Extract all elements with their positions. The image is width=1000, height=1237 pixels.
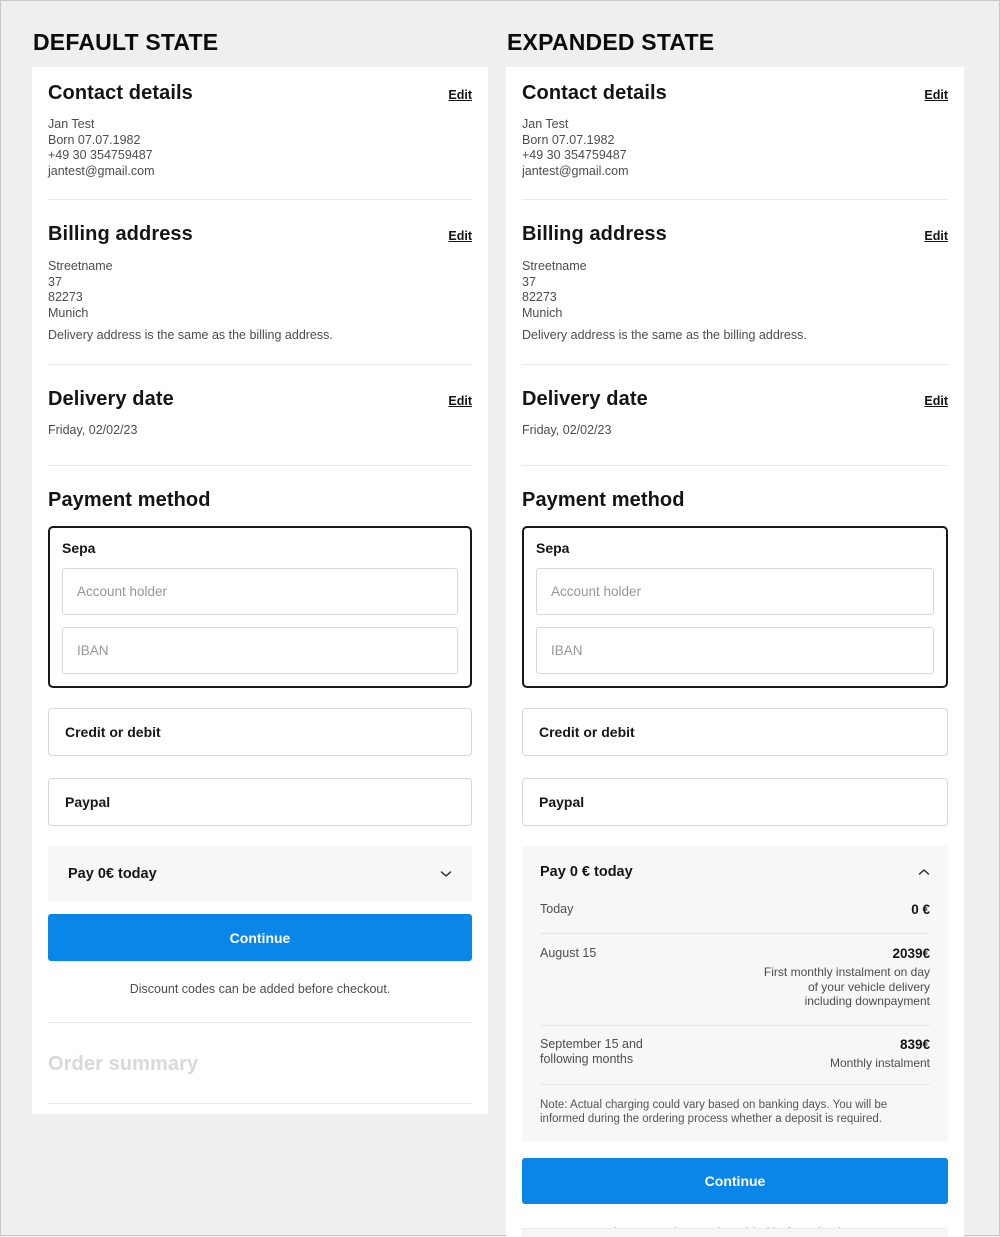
continue-button[interactable]: Continue xyxy=(48,914,472,961)
schedule-row-label: August 15 xyxy=(540,946,597,960)
payment-option-sepa[interactable] xyxy=(522,526,948,688)
continue-button[interactable]: Continue xyxy=(522,1158,948,1204)
payment-option-sepa[interactable] xyxy=(48,526,472,688)
delivery-date-header xyxy=(48,389,472,410)
edit-delivery-link[interactable]: Edit xyxy=(448,393,472,408)
billing-city: Munich xyxy=(522,305,563,320)
iban-input[interactable] xyxy=(536,627,934,674)
schedule-row-label: September 15 and following months xyxy=(540,1036,643,1066)
payment-option-paypal[interactable] xyxy=(48,778,472,826)
divider xyxy=(48,465,472,466)
schedule-row-value: 839€ xyxy=(899,1036,930,1052)
edit-billing-link[interactable]: Edit xyxy=(448,229,472,243)
payment-option-credit[interactable] xyxy=(48,708,472,756)
billing-street: Streetname xyxy=(522,259,587,273)
two-state-layout xyxy=(1,1,999,1237)
discount-note: Discount codes can be added before checkout. xyxy=(129,982,391,996)
payment-option-credit[interactable] xyxy=(522,708,948,756)
contact-name: Jan Test xyxy=(48,117,95,131)
contact-details-title: Contact details xyxy=(48,82,193,104)
expanded-state-column xyxy=(506,29,964,1237)
sepa-option-label: Sepa xyxy=(536,540,570,556)
billing-address-lines xyxy=(522,259,948,321)
edit-delivery-link[interactable]: Edit xyxy=(924,393,948,408)
contact-birthdate: Born 07.07.1982 xyxy=(522,132,615,147)
billing-number: 37 xyxy=(522,274,536,289)
sepa-option-label: Sepa xyxy=(62,540,96,556)
billing-address-header xyxy=(522,224,948,245)
payment-schedule-toggle[interactable] xyxy=(48,846,472,902)
divider xyxy=(48,199,472,200)
divider xyxy=(522,364,948,365)
schedule-row-value: 2039€ xyxy=(892,946,930,961)
credit-option-label: Credit or debit xyxy=(539,724,635,740)
delivery-date-title: Delivery date xyxy=(48,387,174,410)
billing-street: Streetname xyxy=(48,259,113,273)
schedule-row-desc: First monthly instalment on day of your vehicle delivery including downpayment xyxy=(763,965,930,1008)
iban-input[interactable] xyxy=(62,627,458,674)
schedule-row-detail xyxy=(764,946,930,1009)
contact-details-header xyxy=(522,83,948,104)
divider xyxy=(540,1025,930,1026)
billing-address-lines xyxy=(48,259,472,321)
delivery-date-header xyxy=(522,389,948,410)
billing-address-title: Billing address xyxy=(522,223,667,245)
billing-number: 37 xyxy=(48,274,62,289)
payment-method-title: Payment method xyxy=(48,489,211,511)
divider xyxy=(48,364,472,365)
schedule-row-detail xyxy=(830,1037,930,1071)
contact-email: jantest@gmail.com xyxy=(522,163,629,178)
payment-method-title: Payment method xyxy=(522,489,685,511)
billing-city: Munich xyxy=(48,305,89,320)
delivery-same-note: Delivery address is the same as the billing address. xyxy=(522,328,807,342)
edit-contact-link[interactable]: Edit xyxy=(924,88,948,102)
divider xyxy=(522,465,948,466)
order-summary-title: Order summary xyxy=(48,1053,199,1075)
paypal-option-label: Paypal xyxy=(65,794,111,810)
contact-birthdate: Born 07.07.1982 xyxy=(48,132,141,147)
divider xyxy=(48,1103,472,1104)
contact-phone: +49 30 354759487 xyxy=(48,148,153,162)
divider xyxy=(522,199,948,200)
delivery-date-value: Friday, 02/02/23 xyxy=(522,422,612,437)
payment-schedule-panel xyxy=(522,846,948,1142)
contact-details-header xyxy=(48,83,472,104)
edit-contact-link[interactable]: Edit xyxy=(448,88,472,102)
billing-zip: 82273 xyxy=(522,290,557,304)
checkout-card-expanded xyxy=(506,67,964,1237)
delivery-date-value: Friday, 02/02/23 xyxy=(48,422,138,437)
edit-billing-link[interactable]: Edit xyxy=(924,229,948,243)
divider xyxy=(540,933,930,934)
delivery-same-note: Delivery address is the same as the billing address. xyxy=(48,328,333,342)
contact-details-lines xyxy=(48,117,472,179)
billing-address-title: Billing address xyxy=(48,223,193,245)
divider xyxy=(540,1084,930,1085)
schedule-row-label: Today xyxy=(540,902,574,916)
contact-details-lines xyxy=(522,117,948,179)
pay-today-label: Pay 0 € today xyxy=(540,864,633,880)
schedule-row-value: 0 € xyxy=(911,902,930,917)
schedule-row-september xyxy=(540,1037,930,1071)
contact-email: jantest@gmail.com xyxy=(48,163,155,178)
schedule-note: Note: Actual charging could vary based on banking days. You will be informed during the ordering process whether a deposit is required. xyxy=(540,1099,888,1125)
delivery-date-title: Delivery date xyxy=(522,387,648,410)
contact-details-title: Contact details xyxy=(522,82,667,104)
contact-name: Jan Test xyxy=(522,117,569,131)
schedule-row-august xyxy=(540,946,930,1009)
paypal-option-label: Paypal xyxy=(539,794,585,810)
chevron-down-icon xyxy=(440,870,452,878)
pay-today-label: Pay 0€ today xyxy=(68,866,157,882)
divider xyxy=(48,1022,472,1023)
default-state-column xyxy=(32,29,488,1237)
credit-option-label: Credit or debit xyxy=(65,724,161,740)
billing-address-header xyxy=(48,224,472,245)
account-holder-input[interactable] xyxy=(62,568,458,615)
chevron-up-icon xyxy=(918,868,930,876)
schedule-row-today xyxy=(540,902,930,918)
payment-option-paypal[interactable] xyxy=(522,778,948,826)
state-title-default: DEFAULT STATE xyxy=(33,29,219,55)
contact-phone: +49 30 354759487 xyxy=(522,148,627,162)
schedule-row-desc: Monthly instalment xyxy=(829,1055,930,1070)
state-title-expanded: EXPANDED STATE xyxy=(507,29,715,55)
checkout-card-default xyxy=(32,67,488,1114)
payment-schedule-toggle[interactable] xyxy=(540,864,930,880)
billing-zip: 82273 xyxy=(48,290,83,304)
account-holder-input[interactable] xyxy=(536,568,934,615)
